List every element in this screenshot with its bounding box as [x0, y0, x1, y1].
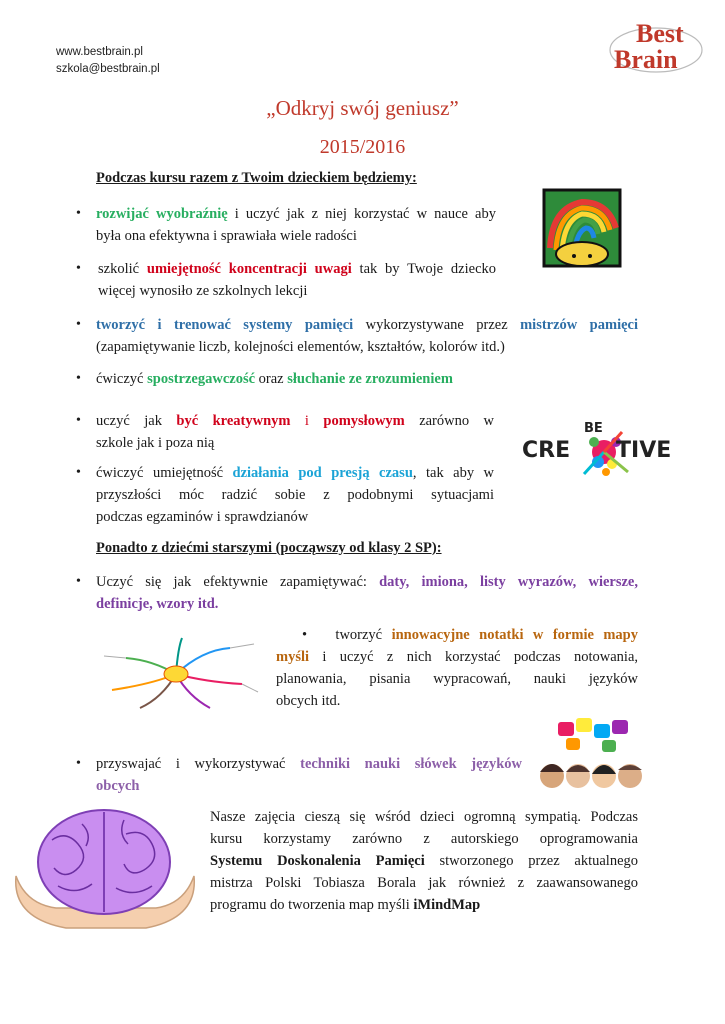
closing-paragraph: Nasze zajęcia cieszą się wśród dzieci ogromną sympatią. Podczas kursu korzystamy zarówno z autorskiego oprogramowania Systemu Doskonalenia Pamięci stworzonego przez aktualnego mistrza Polski Tobiasza Borala jak również z zaawansowanego programu do tworzenia map myśli iMindMap: [210, 809, 639, 913]
svg-text:Best: Best: [636, 19, 684, 48]
website-link[interactable]: www.bestbrain.pl: [56, 46, 143, 58]
languages-image: [536, 716, 644, 792]
best-brain-logo: [606, 14, 706, 76]
mind-map-image: [92, 630, 260, 716]
list-item: rozwijać wyobraźnię i uczyć jak z niej korzystać w nauce aby była ona efektywna i sprawiała wiele radości: [96, 206, 496, 244]
list-item: tworzyć i trenować systemy pamięci wykorzystywane przez mistrzów pamięci (zapamiętywanie liczb, kolejności elementów, kształtów, kolorów itd.): [96, 317, 639, 355]
svg-text:BE: BE: [584, 421, 603, 436]
bullet-icon: •: [76, 756, 81, 771]
imagination-image: [542, 188, 622, 268]
be-creative-image: [518, 412, 678, 484]
list-item: uczyć jak być kreatywnym i pomysłowym zarówno w szkole jak i poza nią: [96, 413, 495, 451]
list-item: Uczyć się jak efektywnie zapamiętywać: daty, imiona, listy wyrazów, wiersze, definicje, wzory itd.: [96, 574, 638, 612]
section2-heading: Ponadto z dziećmi starszymi (począwszy od klasy 2 SP):: [96, 540, 442, 556]
svg-text:Brain: Brain: [614, 45, 678, 74]
svg-text:CRE: CRE: [522, 438, 571, 463]
list-item: przyswajać i wykorzystywać techniki nauki słówek języków obcych: [96, 756, 523, 794]
bullet-icon: •: [76, 261, 81, 276]
contact-block: [56, 44, 160, 78]
bullet-icon: •: [76, 206, 81, 221]
svg-text:TIVE: TIVE: [616, 438, 672, 463]
page-title: „Odkryj swój geniusz”: [266, 96, 459, 120]
bullet-icon: •: [76, 574, 81, 589]
bullet-icon: •: [302, 627, 308, 643]
email-link[interactable]: szkola@bestbrain.pl: [56, 63, 160, 75]
bullet-icon: •: [76, 413, 81, 428]
bullet-icon: •: [76, 317, 81, 332]
list-item: szkolić umiejętność koncentracji uwagi tak by Twoje dziecko więcej wynosiło ze szkolnych lekcji: [98, 261, 496, 299]
list-item: ćwiczyć umiejętność działania pod presją czasu, tak aby w przyszłości móc radzić sobie z podobnymi sytuacjami podczas egzaminów i sprawdzianów: [96, 465, 495, 525]
brain-in-hands-image: [6, 800, 202, 938]
list-item: • tworzyć innowacyjne notatki w formie mapy myśli i uczyć z nich korzystać podczas notowania, planowania, pisania wypracowań, nauki języków obcych itd.: [276, 627, 638, 709]
year-title: 2015/2016: [319, 136, 406, 158]
section1-heading: Podczas kursu razem z Twoim dzieckiem będziemy:: [96, 170, 417, 186]
list-item: ćwiczyć spostrzegawczość oraz słuchanie ze zrozumieniem: [96, 371, 453, 387]
bullet-icon: •: [76, 465, 81, 480]
bullet-icon: •: [76, 371, 81, 386]
